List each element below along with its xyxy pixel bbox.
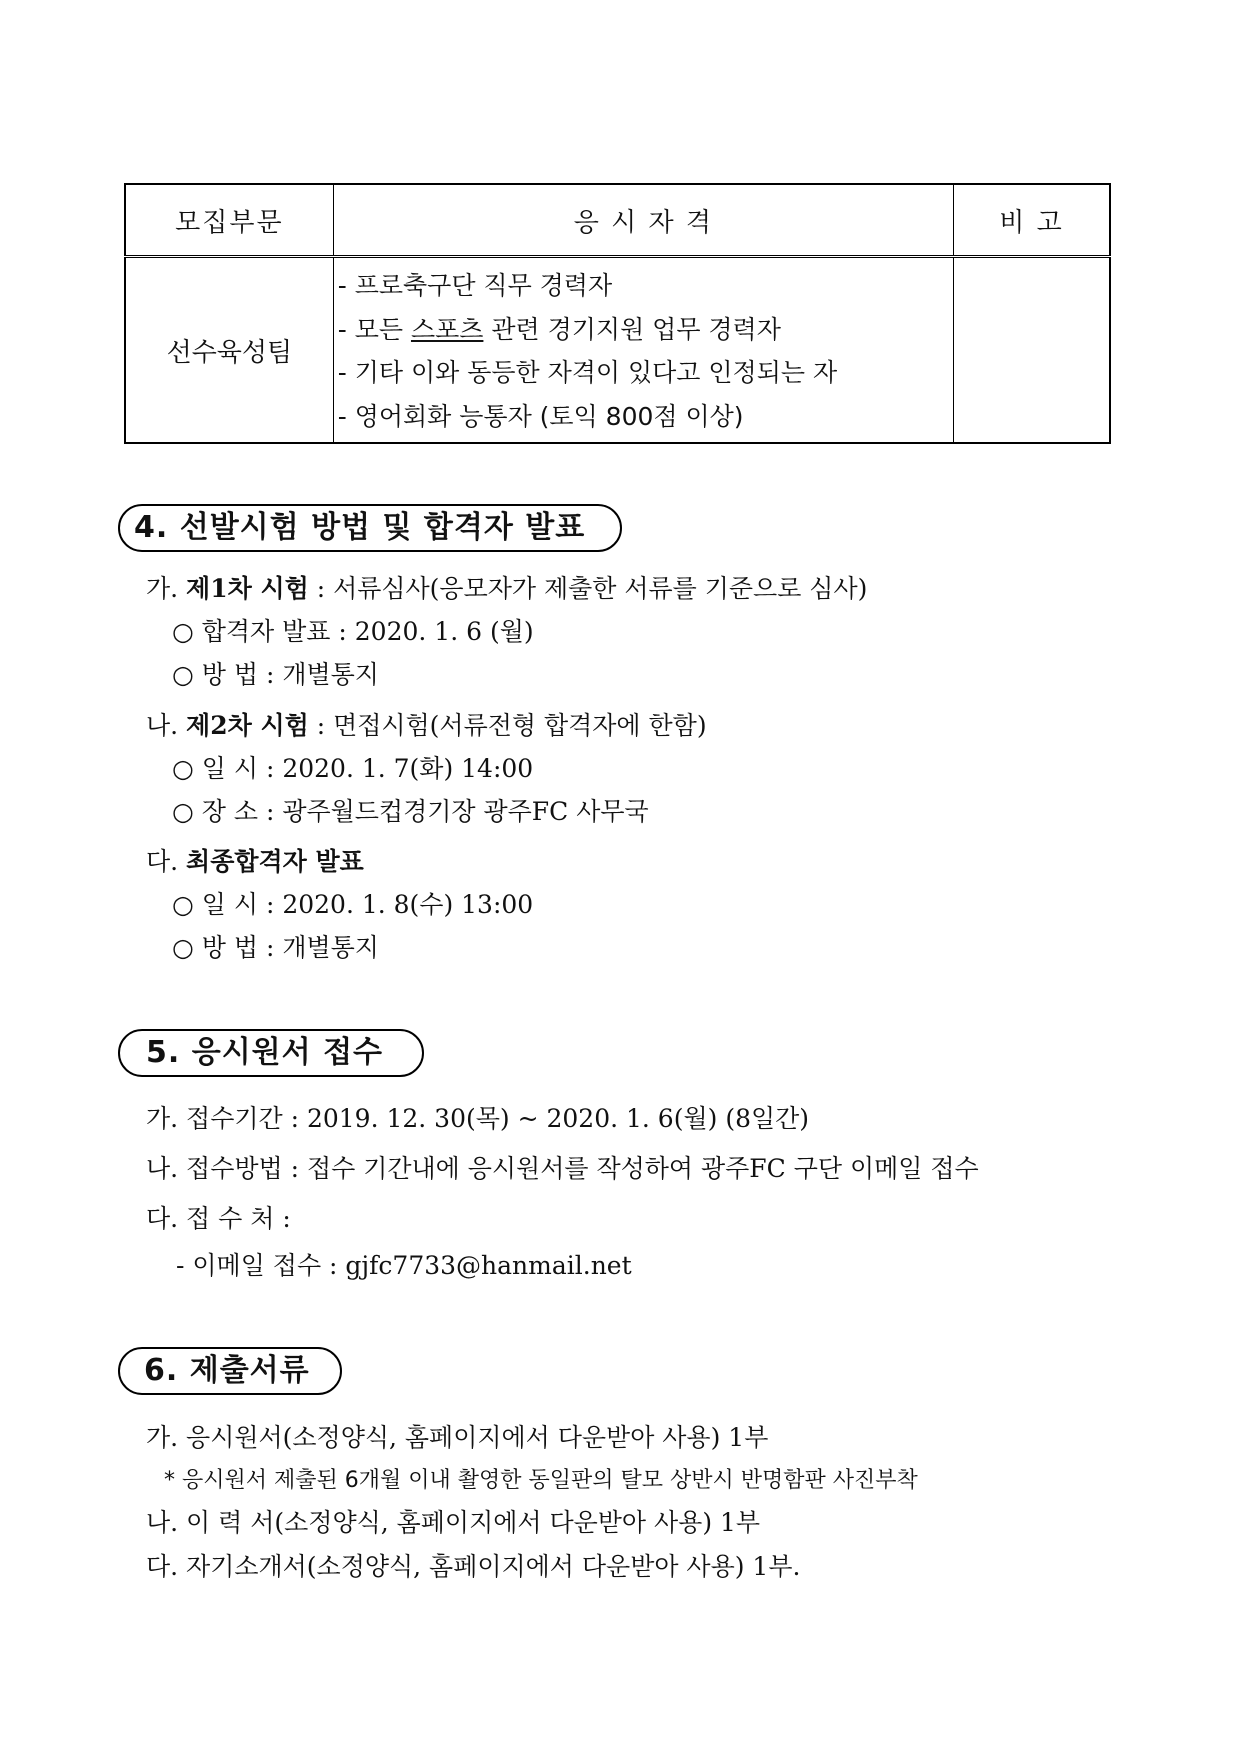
- header-department: 모집부문: [125, 184, 333, 257]
- receipt-email: - 이메일 접수 : gjfc7733@hanmail.net: [176, 1251, 632, 1280]
- ga-announce-date: ○ 합격자 발표 : 2020. 1. 6 (월): [172, 617, 534, 646]
- ga-label: 제1차 시험: [186, 574, 309, 603]
- section6-heading: 6. 제출서류: [118, 1347, 342, 1395]
- da-label: 최종합격자 발표: [186, 847, 364, 876]
- qualification-underlined: 스포츠: [410, 314, 484, 344]
- da-prefix: 다.: [146, 847, 187, 876]
- document-photo-note: * 응시원서 제출된 6개월 이내 촬영한 동일판의 탈모 상반시 반명함판 사진부착: [164, 1468, 918, 1493]
- qualification-item: - 영어회화 능통자 (토익 800점 이상): [337, 401, 744, 431]
- header-note: 비 고: [953, 184, 1110, 257]
- table-header-row: [125, 184, 1110, 257]
- receipt-method: 나. 접수방법 : 접수 기간내에 응시원서를 작성하여 광주FC 구단 이메일 접수: [146, 1154, 979, 1183]
- qualification-table: [124, 183, 1111, 444]
- document-resume: 나. 이 력 서(소정양식, 홈페이지에서 다운받아 사용) 1부: [146, 1508, 761, 1537]
- note-cell: [953, 257, 1110, 444]
- document-self-intro: 다. 자기소개서(소정양식, 홈페이지에서 다운받아 사용) 1부.: [146, 1552, 801, 1581]
- na-prefix: 나.: [146, 711, 187, 740]
- document-application: 가. 응시원서(소정양식, 홈페이지에서 다운받아 사용) 1부: [146, 1423, 769, 1452]
- qualification-text: - 모든: [337, 314, 411, 344]
- qualification-text: 관련 경기지원 업무 경력자: [483, 314, 781, 344]
- ga-method: ○ 방 법 : 개별통지: [172, 660, 379, 689]
- qualifications-cell: [333, 257, 953, 444]
- department-cell: 선수육성팀: [166, 337, 293, 368]
- na-datetime: ○ 일 시 : 2020. 1. 7(화) 14:00: [172, 754, 534, 783]
- section5-heading: 5. 응시원서 접수: [118, 1029, 424, 1077]
- section4-na: [146, 710, 707, 742]
- da-method: ○ 방 법 : 개별통지: [172, 933, 379, 962]
- na-text: : 면접시험(서류전형 합격자에 한함): [308, 711, 707, 740]
- qualification-item: [338, 308, 953, 352]
- section4-ga: [146, 573, 867, 605]
- table-row: [125, 257, 1110, 444]
- qualification-item: - 기타 이와 동등한 자격이 있다고 인정되는 자: [337, 358, 838, 387]
- na-location: ○ 장 소 : 광주월드컵경기장 광주FC 사무국: [172, 797, 649, 826]
- receipt-place: 다. 접 수 처 :: [146, 1204, 291, 1233]
- section4-heading: 4. 선발시험 방법 및 합격자 발표: [118, 504, 622, 552]
- da-datetime: ○ 일 시 : 2020. 1. 8(수) 13:00: [172, 890, 534, 919]
- header-qualifications: 응 시 자 격: [333, 184, 953, 257]
- na-label: 제2차 시험: [186, 711, 309, 740]
- ga-prefix: 가.: [146, 574, 187, 603]
- ga-text: : 서류심사(응모자가 제출한 서류를 기준으로 심사): [308, 574, 868, 603]
- section4-da: [146, 846, 364, 878]
- qualification-item: - 프로축구단 직무 경력자: [337, 271, 613, 300]
- receipt-period: 가. 접수기간 : 2019. 12. 30(목) ~ 2020. 1. 6(월) (8일간): [146, 1104, 810, 1133]
